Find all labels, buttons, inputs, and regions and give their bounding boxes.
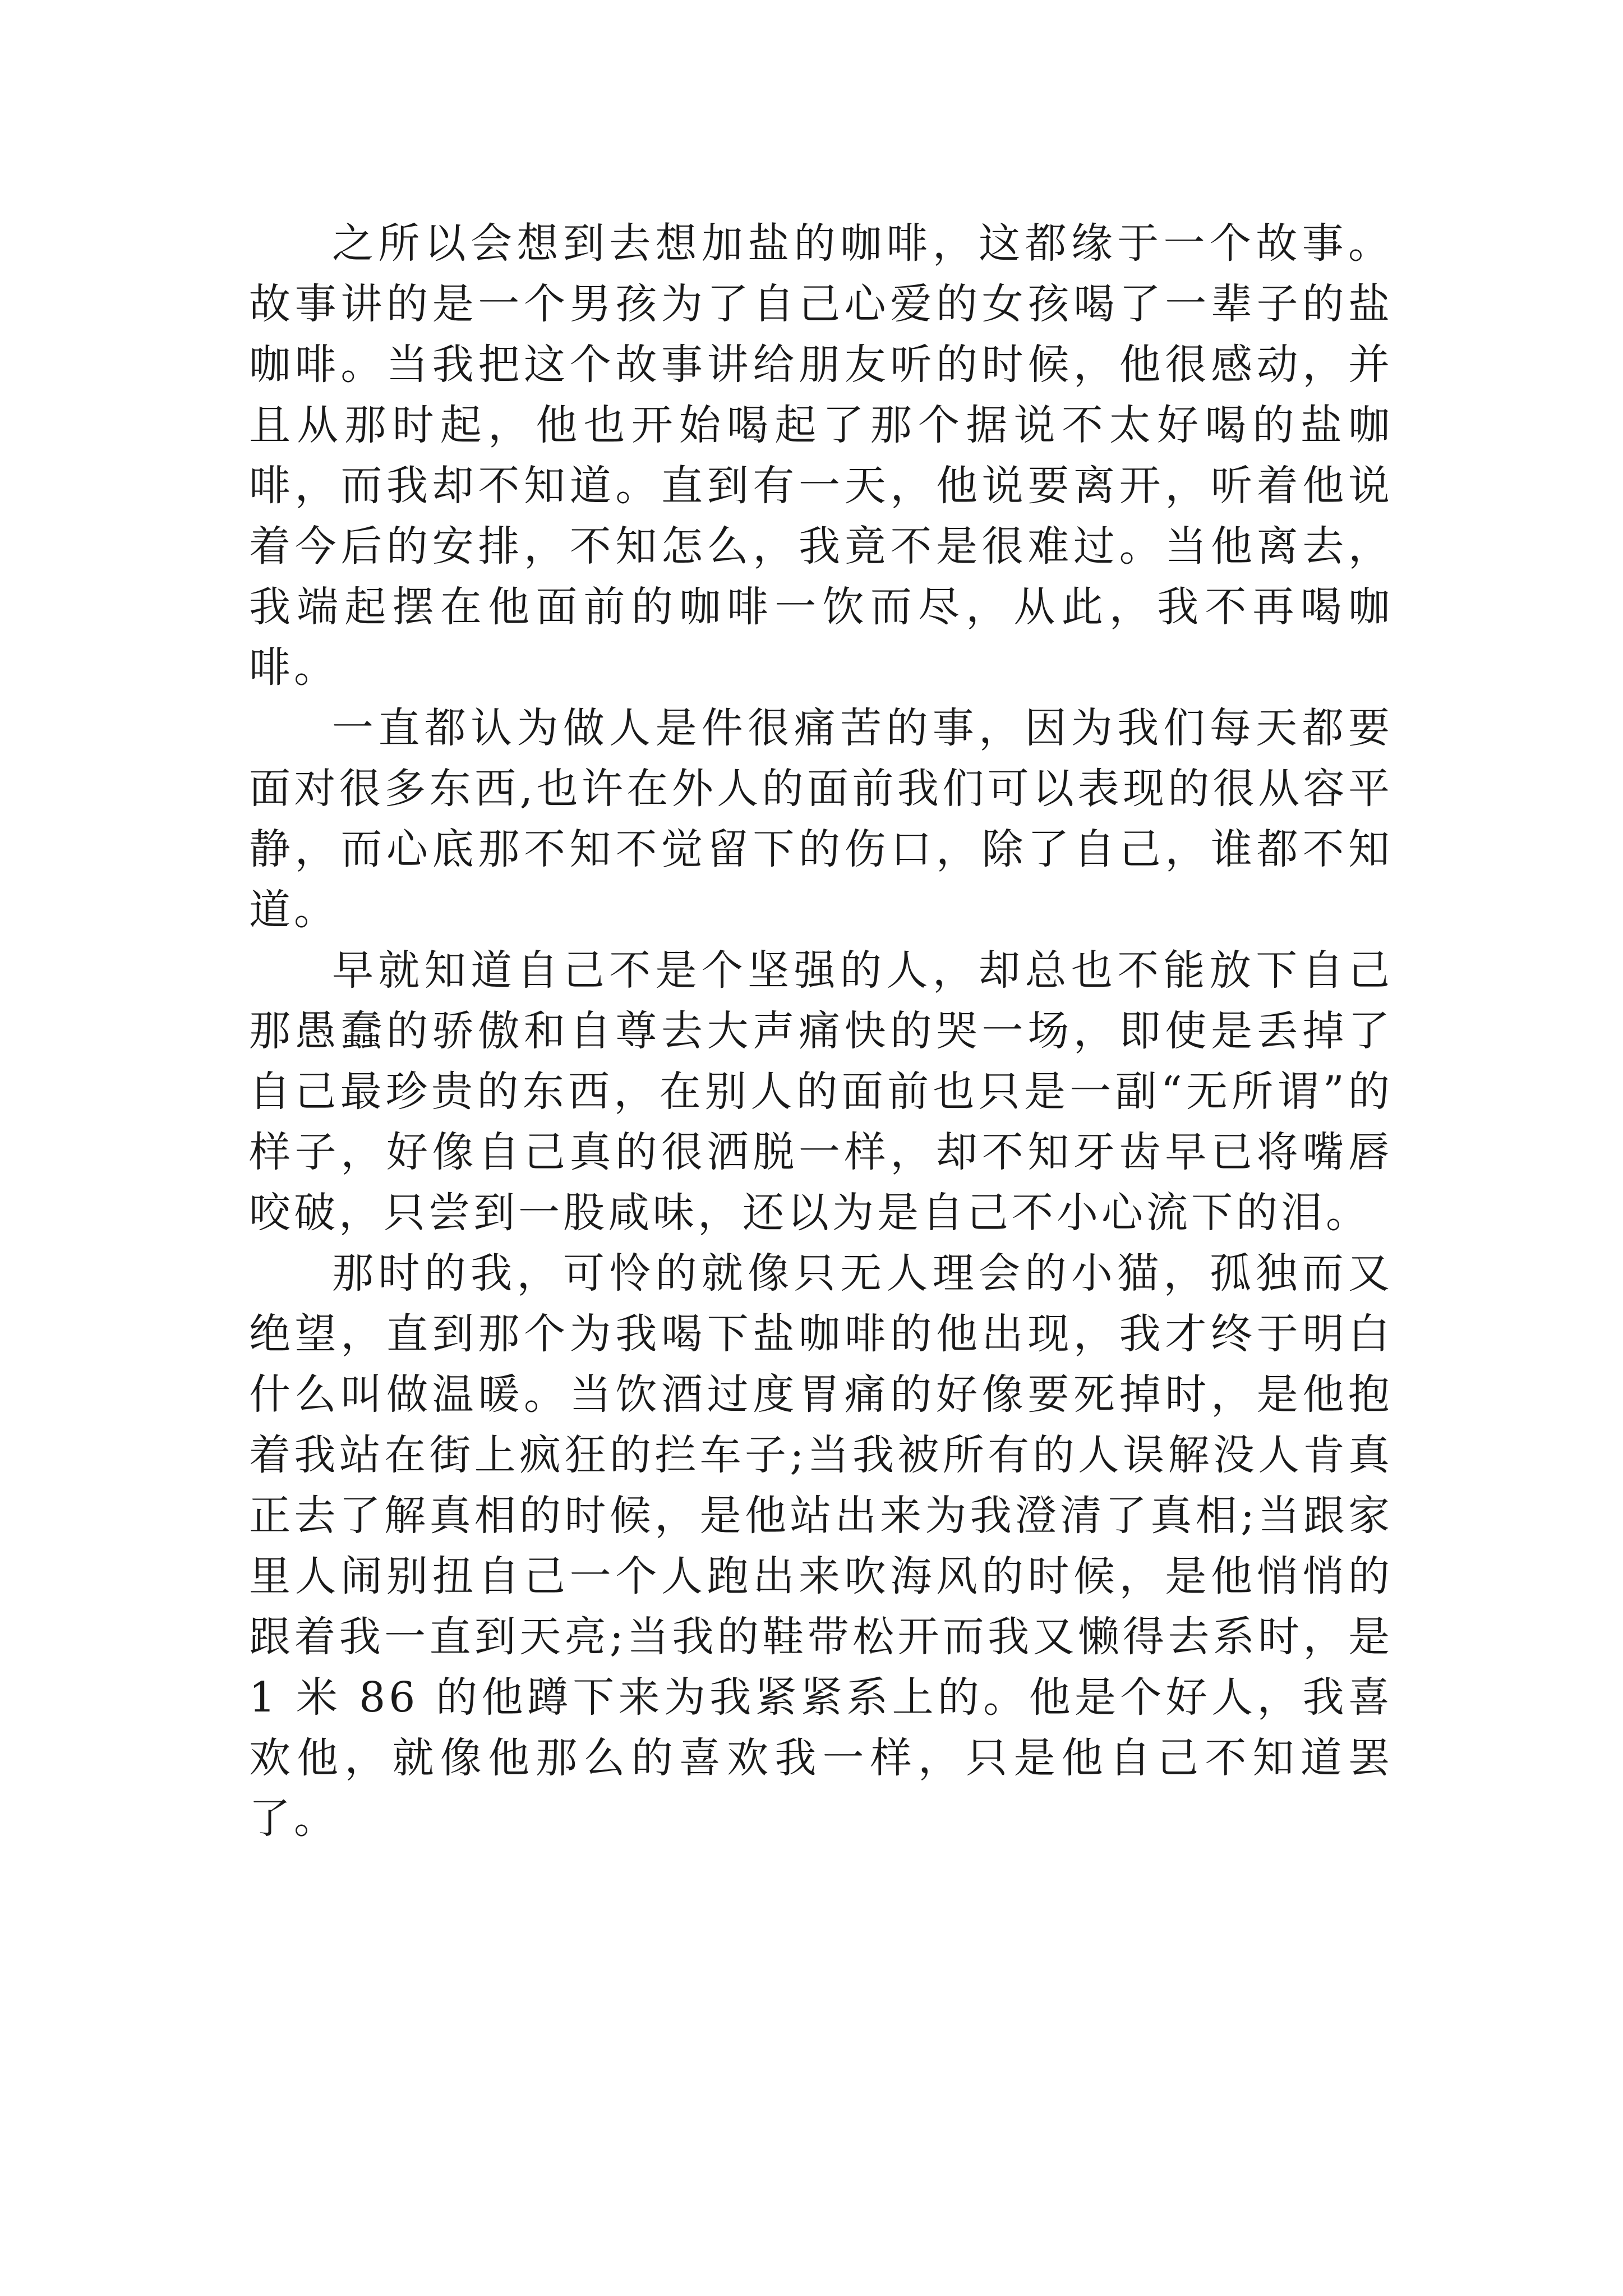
paragraph-3: 早就知道自己不是个坚强的人，却总也不能放下自己那愚蠢的骄傲和自尊去大声痛快的哭一场，即使是丢掉了自己最珍贵的东西，在别人的面前也只是一副“无所谓”的样子，好像自己真的很洒脱一样，却不知牙齿早已将嘴唇咬破，只尝到一股咸味，还以为是自己不小心流下的泪。 bbox=[249, 946, 1393, 1237]
paragraph-1: 之所以会想到去想加盐的咖啡，这都缘于一个故事。故事讲的是一个男孩为了自己心爱的女孩喝了一辈子的盐咖啡。当我把这个故事讲给朋友听的时候，他很感动，并且从那时起，他也开始喝起了那个据说不太好喝的盐咖啡，而我却不知道。直到有一天，他说要离开，听着他说着今后的安排，不知怎么，我竟不是很难过。当他离去，我端起摆在他面前的咖啡一饮而尽，从此，我不再喝咖啡。 bbox=[249, 219, 1393, 692]
document-body bbox=[249, 213, 1393, 1849]
paragraph-4: 那时的我，可怜的就像只无人理会的小猫，孤独而又绝望，直到那个为我喝下盐咖啡的他出现，我才终于明白什么叫做温暖。当饮酒过度胃痛的好像要死掉时，是他抱着我站在街上疯狂的拦车子;当我被所有的人误解没人肯真正去了解真相的时候，是他站出来为我澄清了真相;当跟家里人闹别扭自己一个人跑出来吹海风的时候，是他悄悄的跟着我一直到天亮;当我的鞋带松开而我又懒得去系时，是 1 米 86 的他蹲下来为我紧紧系上的。他是个好人，我喜欢他，就像他那么的喜欢我一样，只是他自己不知道罢了。 bbox=[249, 1249, 1393, 1843]
paragraph-2: 一直都认为做人是件很痛苦的事，因为我们每天都要面对很多东西,也许在外人的面前我们可以表现的很从容平静，而心底那不知不觉留下的伤口，除了自己，谁都不知道。 bbox=[249, 704, 1393, 934]
